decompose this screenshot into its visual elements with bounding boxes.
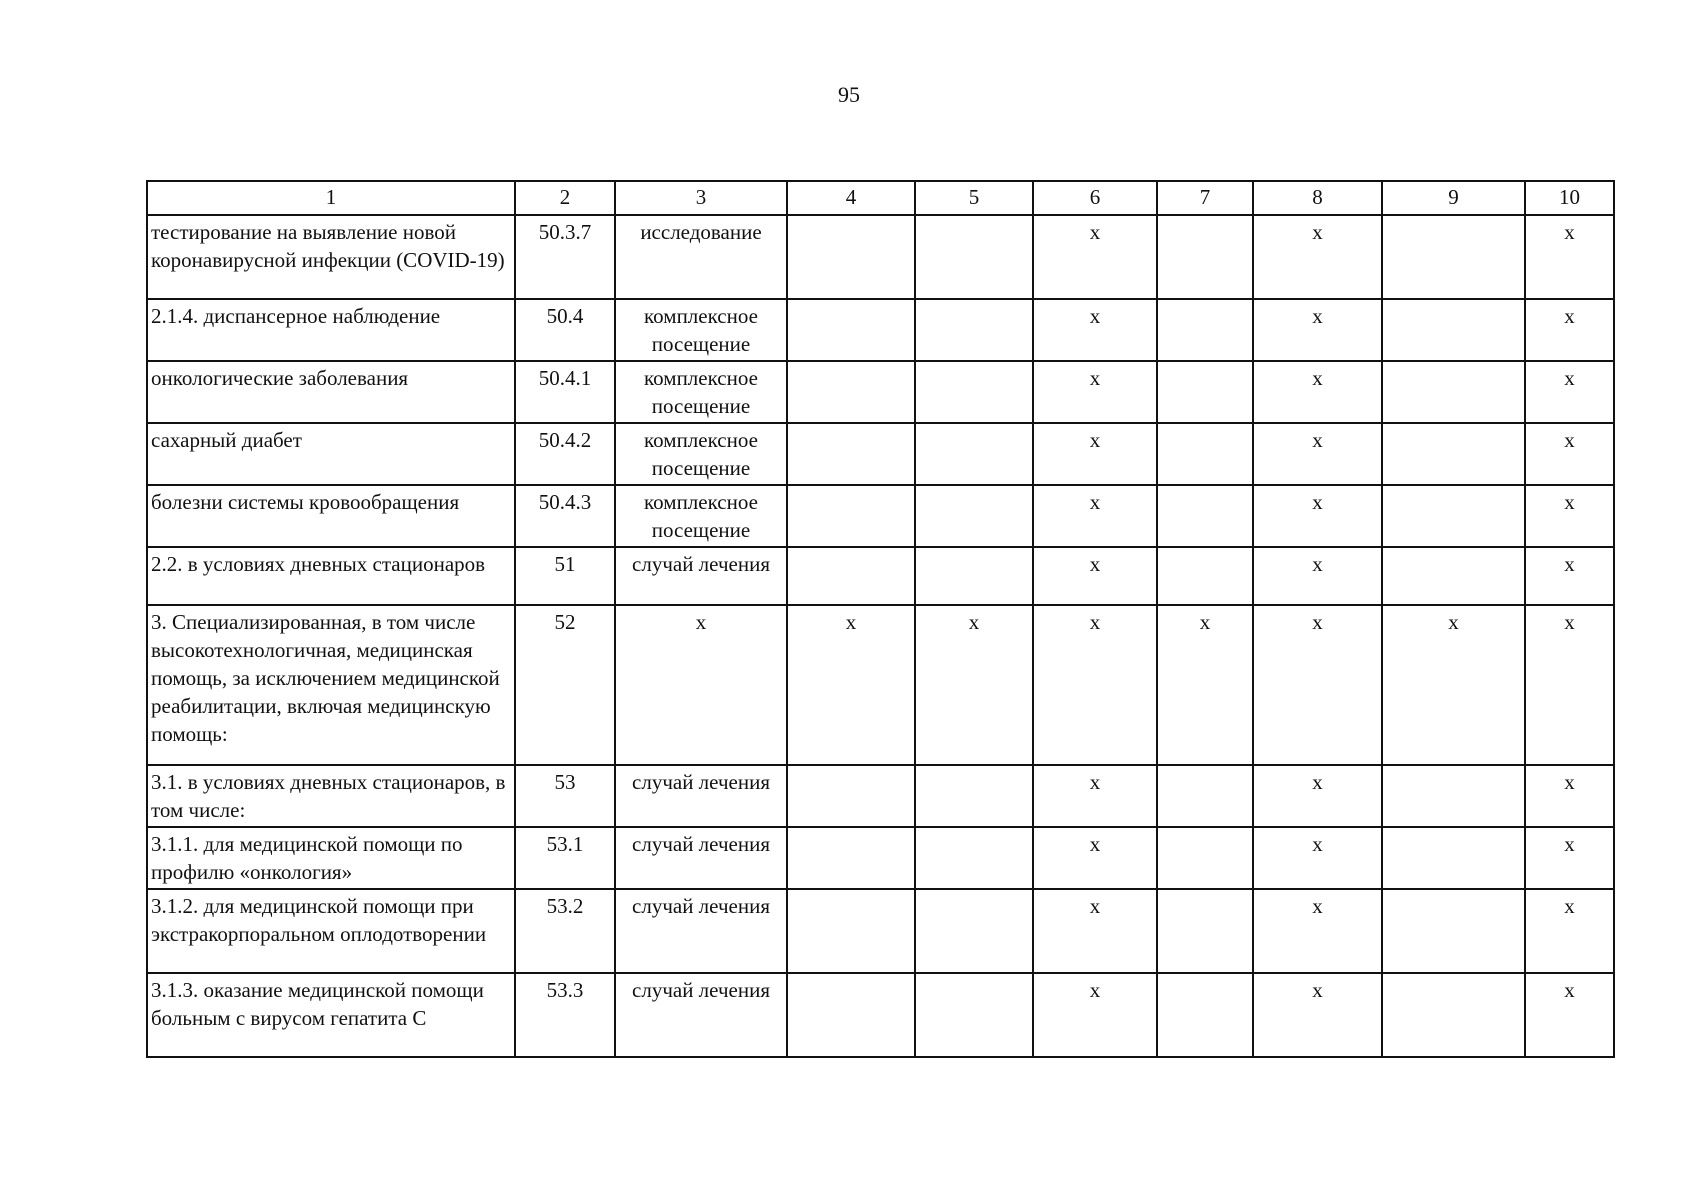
row-value-cell: х — [1525, 299, 1614, 361]
row-name-cell: 2.1.4. диспансерное наблюдение — [147, 299, 515, 361]
row-value-cell: х — [1525, 485, 1614, 547]
row-value-cell: х — [1253, 973, 1382, 1057]
row-value-cell — [1382, 547, 1525, 605]
row-value-cell: х — [1525, 765, 1614, 827]
table-row — [147, 765, 1614, 827]
row-value-cell — [915, 547, 1033, 605]
column-header: 10 — [1525, 181, 1614, 215]
row-value-cell — [915, 485, 1033, 547]
row-value-cell — [915, 827, 1033, 889]
table-row — [147, 485, 1614, 547]
row-unit-cell: случай лечения — [615, 765, 787, 827]
row-name-cell: тестирование на выявление новой коронавирусной инфекции (COVID-19) — [147, 215, 515, 299]
row-value-cell — [1157, 299, 1253, 361]
table-header — [147, 181, 1614, 215]
row-value-cell — [915, 215, 1033, 299]
table-body — [147, 215, 1614, 1057]
row-name-cell: 3.1. в условиях дневных стационаров, в том числе: — [147, 765, 515, 827]
row-code-cell: 50.4.3 — [515, 485, 615, 547]
row-code-cell: 50.4.2 — [515, 423, 615, 485]
row-value-cell: х — [1525, 973, 1614, 1057]
row-unit-cell: комплексное посещение — [615, 299, 787, 361]
row-value-cell: х — [787, 605, 915, 765]
row-value-cell: х — [1033, 215, 1157, 299]
row-value-cell: х — [1033, 605, 1157, 765]
row-value-cell: х — [1525, 423, 1614, 485]
row-value-cell — [1157, 215, 1253, 299]
column-header: 5 — [915, 181, 1033, 215]
row-value-cell: х — [1033, 889, 1157, 973]
row-value-cell: х — [1525, 605, 1614, 765]
row-value-cell: х — [1033, 973, 1157, 1057]
row-unit-cell: комплексное посещение — [615, 485, 787, 547]
row-value-cell — [915, 889, 1033, 973]
row-value-cell — [1157, 827, 1253, 889]
row-value-cell — [1382, 215, 1525, 299]
row-value-cell: х — [1253, 765, 1382, 827]
row-name-cell: болезни системы кровообращения — [147, 485, 515, 547]
row-value-cell — [915, 973, 1033, 1057]
row-value-cell — [787, 423, 915, 485]
row-value-cell: х — [1033, 361, 1157, 423]
row-value-cell — [1382, 423, 1525, 485]
column-header: 2 — [515, 181, 615, 215]
row-value-cell: х — [1033, 827, 1157, 889]
row-value-cell — [1157, 765, 1253, 827]
row-value-cell: х — [1253, 423, 1382, 485]
row-value-cell — [1157, 547, 1253, 605]
column-header: 1 — [147, 181, 515, 215]
row-code-cell: 50.4.1 — [515, 361, 615, 423]
row-value-cell — [1157, 973, 1253, 1057]
row-value-cell — [1382, 889, 1525, 973]
row-value-cell: х — [1033, 765, 1157, 827]
row-name-cell: 3. Специализированная, в том числе высокотехнологичная, медицинская помощь, за исключением медицинской реабилитации, включая медицинскую помощь: — [147, 605, 515, 765]
row-value-cell — [1382, 299, 1525, 361]
row-value-cell: х — [1253, 889, 1382, 973]
row-unit-cell: исследование — [615, 215, 787, 299]
row-value-cell: х — [1033, 299, 1157, 361]
row-value-cell: х — [1525, 889, 1614, 973]
row-value-cell: х — [1525, 547, 1614, 605]
row-value-cell — [1157, 361, 1253, 423]
table-row — [147, 827, 1614, 889]
table-row — [147, 547, 1614, 605]
table-row — [147, 215, 1614, 299]
row-value-cell — [1382, 361, 1525, 423]
row-unit-cell: случай лечения — [615, 973, 787, 1057]
row-unit-cell: комплексное посещение — [615, 423, 787, 485]
row-unit-cell: комплексное посещение — [615, 361, 787, 423]
column-header: 6 — [1033, 181, 1157, 215]
row-value-cell: х — [1253, 485, 1382, 547]
row-unit-cell: х — [615, 605, 787, 765]
row-unit-cell: случай лечения — [615, 547, 787, 605]
row-value-cell: х — [1253, 215, 1382, 299]
row-value-cell — [1382, 485, 1525, 547]
row-value-cell — [915, 765, 1033, 827]
table-row — [147, 361, 1614, 423]
row-value-cell — [787, 547, 915, 605]
row-value-cell: х — [1525, 215, 1614, 299]
row-code-cell: 50.3.7 — [515, 215, 615, 299]
row-value-cell — [787, 299, 915, 361]
row-name-cell: онкологические заболевания — [147, 361, 515, 423]
row-name-cell: 2.2. в условиях дневных стационаров — [147, 547, 515, 605]
row-code-cell: 53.3 — [515, 973, 615, 1057]
row-value-cell: х — [1033, 485, 1157, 547]
column-header: 4 — [787, 181, 915, 215]
row-code-cell: 50.4 — [515, 299, 615, 361]
row-value-cell — [787, 827, 915, 889]
row-value-cell: х — [1253, 605, 1382, 765]
row-value-cell — [915, 423, 1033, 485]
row-value-cell — [787, 973, 915, 1057]
row-value-cell: х — [1253, 827, 1382, 889]
row-value-cell — [1157, 889, 1253, 973]
row-value-cell — [1382, 827, 1525, 889]
row-unit-cell: случай лечения — [615, 889, 787, 973]
row-value-cell: х — [1033, 547, 1157, 605]
row-value-cell — [787, 889, 915, 973]
row-value-cell — [787, 765, 915, 827]
row-value-cell — [1157, 423, 1253, 485]
table-row — [147, 299, 1614, 361]
row-code-cell: 52 — [515, 605, 615, 765]
row-unit-cell: случай лечения — [615, 827, 787, 889]
table-row — [147, 889, 1614, 973]
row-value-cell: х — [1525, 827, 1614, 889]
page-number: 95 — [838, 82, 860, 107]
row-value-cell: х — [1525, 361, 1614, 423]
row-value-cell: х — [1253, 299, 1382, 361]
row-value-cell — [915, 299, 1033, 361]
row-name-cell: 3.1.2. для медицинской помощи при экстракорпоральном оплодотворении — [147, 889, 515, 973]
row-value-cell: х — [1382, 605, 1525, 765]
column-header: 8 — [1253, 181, 1382, 215]
row-value-cell: х — [1253, 361, 1382, 423]
table-row — [147, 605, 1614, 765]
header-row — [147, 181, 1614, 215]
row-code-cell: 53.2 — [515, 889, 615, 973]
row-value-cell — [1157, 485, 1253, 547]
table-row — [147, 423, 1614, 485]
column-header: 9 — [1382, 181, 1525, 215]
row-value-cell — [787, 361, 915, 423]
row-name-cell: 3.1.3. оказание медицинской помощи больным с вирусом гепатита С — [147, 973, 515, 1057]
row-code-cell: 51 — [515, 547, 615, 605]
column-header: 7 — [1157, 181, 1253, 215]
row-name-cell: 3.1.1. для медицинской помощи по профилю «онкология» — [147, 827, 515, 889]
row-value-cell — [915, 361, 1033, 423]
data-table — [146, 180, 1615, 1058]
row-code-cell: 53 — [515, 765, 615, 827]
row-name-cell: сахарный диабет — [147, 423, 515, 485]
row-value-cell: х — [915, 605, 1033, 765]
row-value-cell — [1382, 765, 1525, 827]
row-value-cell — [787, 485, 915, 547]
column-header: 3 — [615, 181, 787, 215]
row-value-cell: х — [1033, 423, 1157, 485]
row-code-cell: 53.1 — [515, 827, 615, 889]
row-value-cell — [1382, 973, 1525, 1057]
row-value-cell: х — [1157, 605, 1253, 765]
table-row — [147, 973, 1614, 1057]
row-value-cell: х — [1253, 547, 1382, 605]
row-value-cell — [787, 215, 915, 299]
